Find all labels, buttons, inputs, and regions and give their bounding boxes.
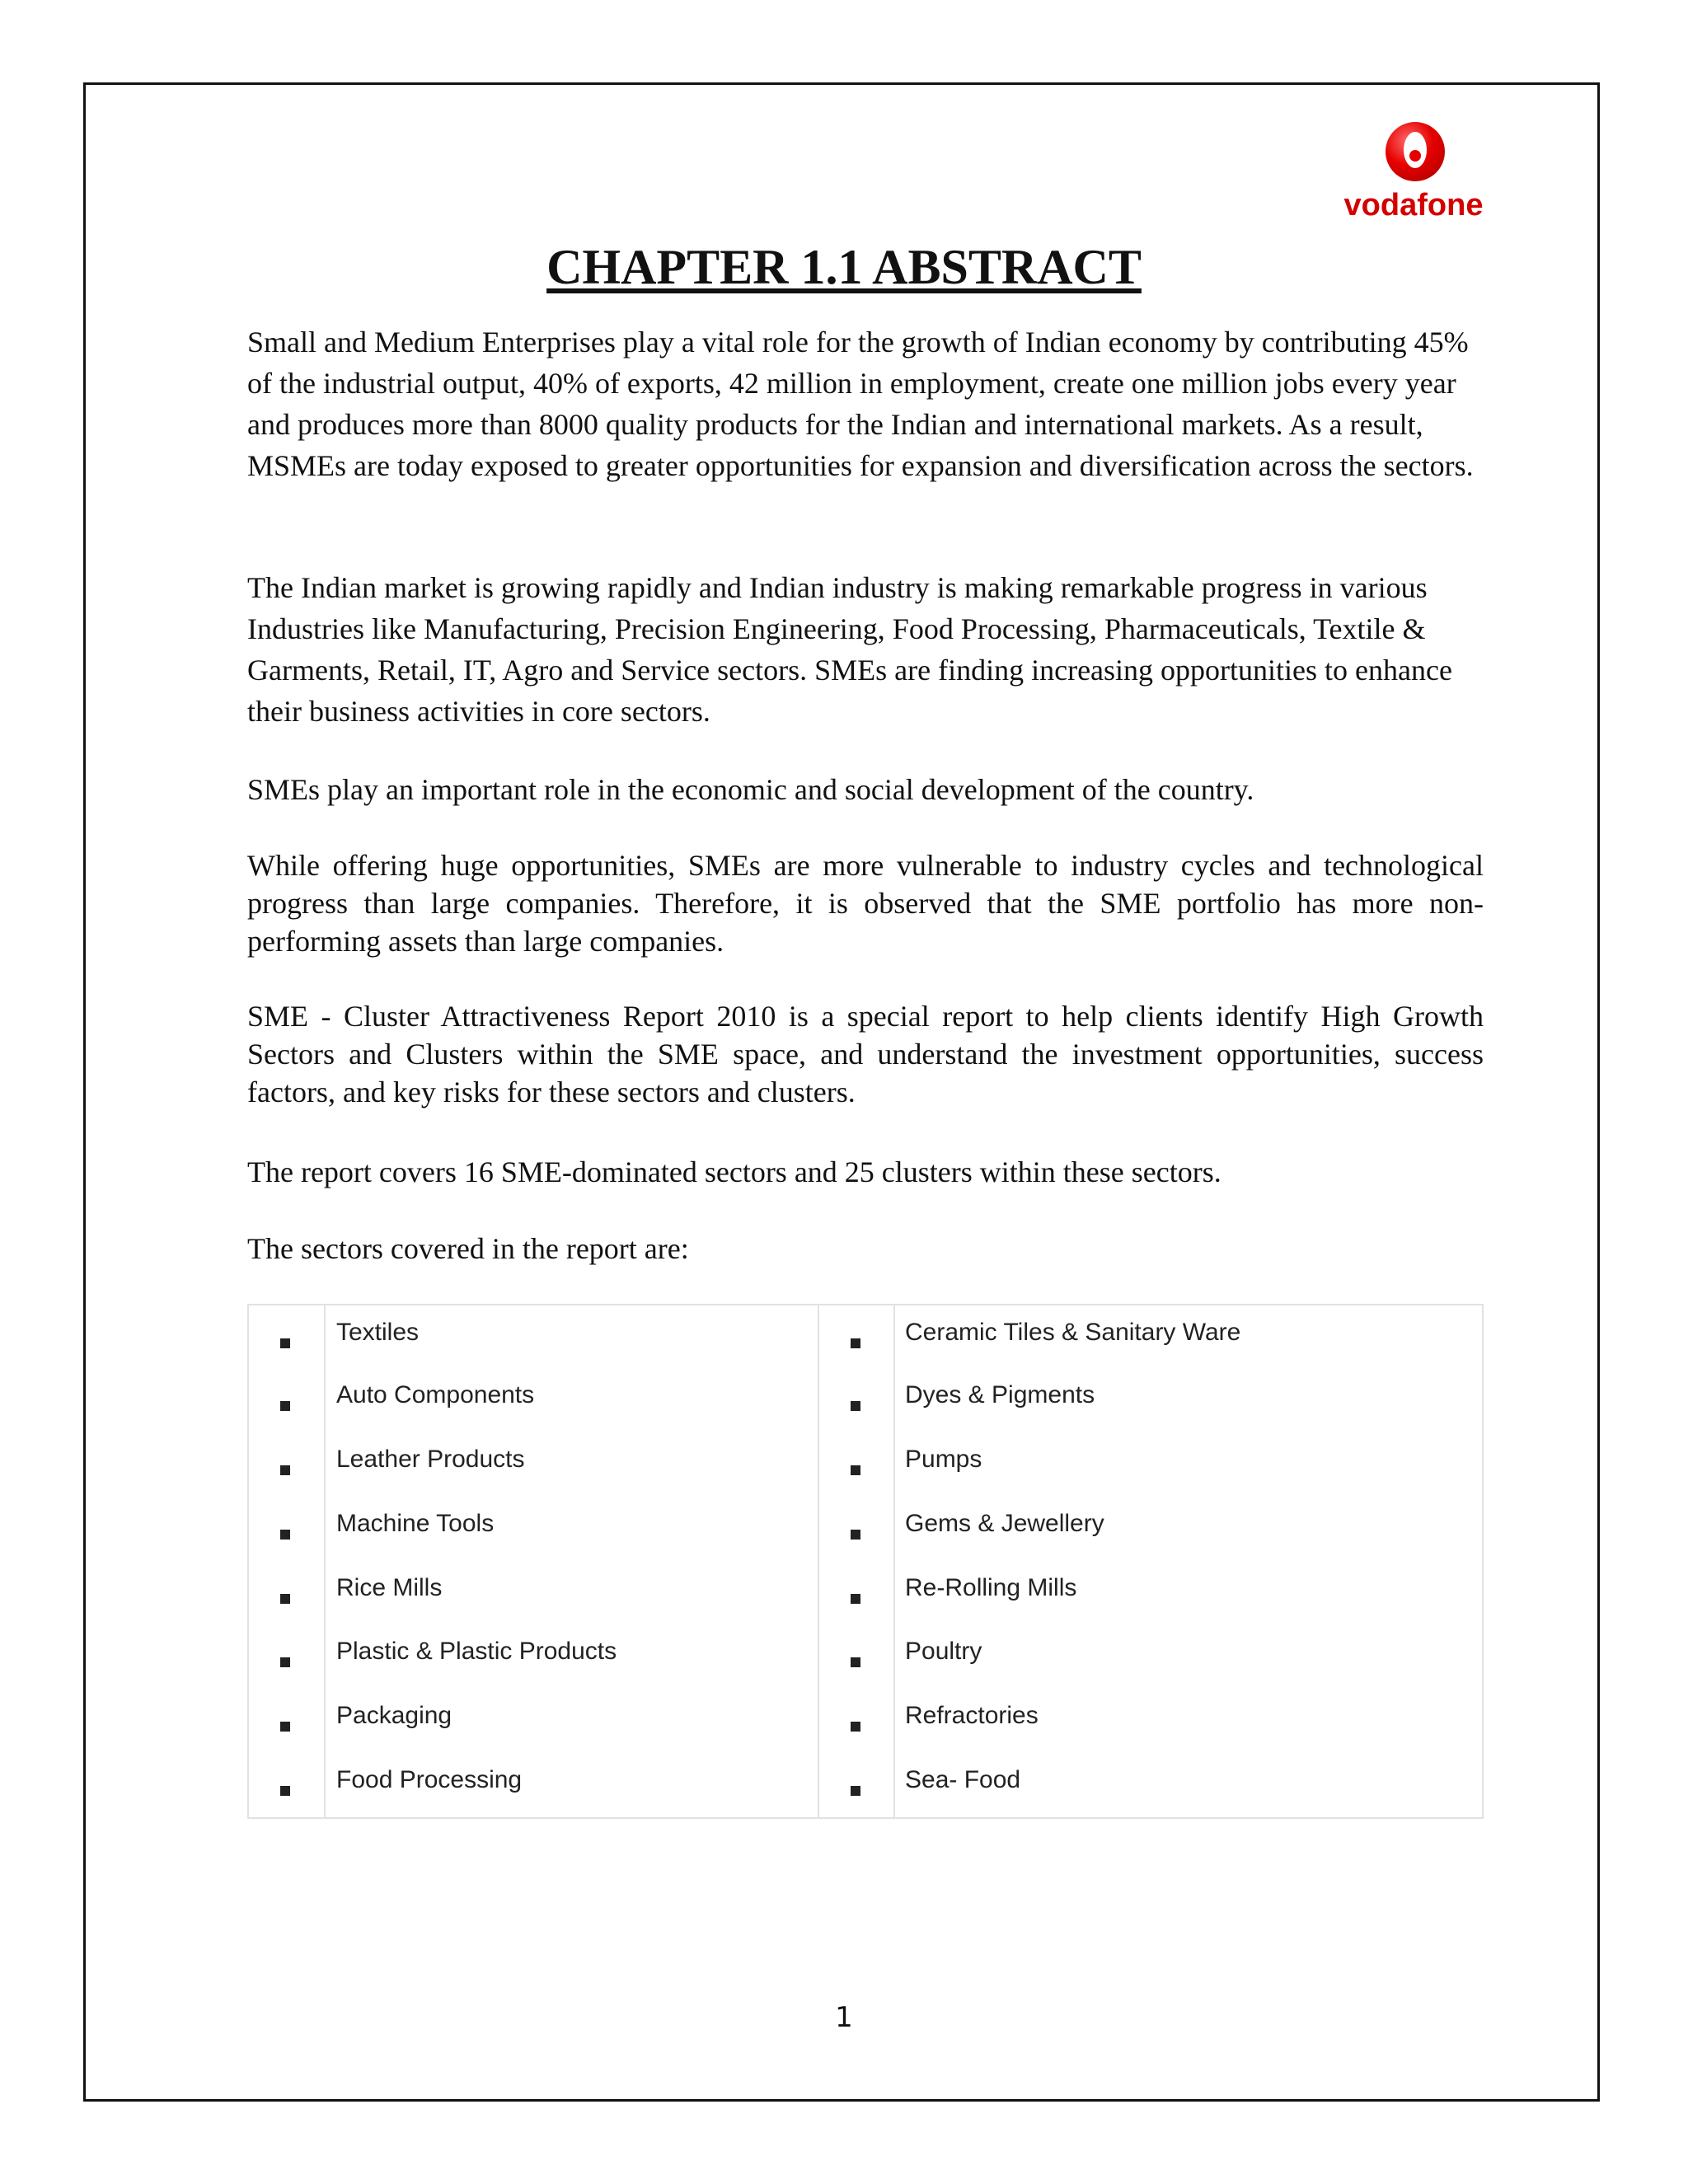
square-bullet-icon	[851, 1657, 860, 1667]
square-bullet-icon	[851, 1401, 860, 1411]
paragraph-report: SME - Cluster Attractiveness Report 2010 is a special report to help clients identify High Growth Sectors and Clusters within the SME space, and understand the investment opportunities, success factors, and key risks for these sectors and clusters.	[247, 1000, 1484, 1108]
sector-item: Rice Mills	[336, 1574, 443, 1601]
sector-item: Poultry	[905, 1638, 982, 1665]
square-bullet-icon	[280, 1657, 290, 1667]
vodafone-logo	[1331, 115, 1496, 239]
paragraph-vulnerability: While offering huge opportunities, SMEs are more vulnerable to industry cycles and technological progress than large companies. Therefore, it is observed that the SME portfolio has more non-performing assets than large companies.	[247, 849, 1484, 958]
square-bullet-icon	[851, 1722, 860, 1732]
chapter-title: CHAPTER 1.1 ABSTRACT	[546, 240, 1142, 294]
square-bullet-icon	[280, 1722, 290, 1732]
sector-row	[249, 1444, 1482, 1493]
square-bullet-icon	[280, 1465, 290, 1475]
sector-item: Refractories	[905, 1702, 1039, 1729]
page-number: 1	[835, 2001, 853, 2034]
sector-item: Ceramic Tiles & Sanitary Ware	[905, 1319, 1241, 1346]
square-bullet-icon	[851, 1594, 860, 1604]
sector-row	[249, 1700, 1482, 1750]
square-bullet-icon	[280, 1594, 290, 1604]
square-bullet-icon	[851, 1530, 860, 1540]
square-bullet-icon	[280, 1786, 290, 1796]
sector-item: Machine Tools	[336, 1510, 495, 1537]
sector-item: Food Processing	[336, 1766, 523, 1793]
square-bullet-icon	[280, 1401, 290, 1411]
square-bullet-icon	[851, 1786, 860, 1796]
sector-row	[249, 1572, 1482, 1622]
logo-wordmark: vodafone	[1343, 188, 1484, 223]
paragraph-sectors-lead: The sectors covered in the report are:	[247, 1232, 689, 1265]
sector-item: Packaging	[336, 1702, 452, 1729]
square-bullet-icon	[280, 1530, 290, 1540]
paragraph-intro: Small and Medium Enterprises play a vital role for the growth of Indian economy by contributing 45% of the industrial output, 40% of exports, 42 million in employment, create one million jobs every year and produces more than 8000 quality products for the Indian and international markets. As a result, MSMEs are today exposed to greater opportunities for expansion and diversification across the sectors.	[247, 326, 1474, 482]
sector-item: Re-Rolling Mills	[905, 1574, 1077, 1601]
sector-item: Auto Components	[336, 1381, 535, 1408]
sector-item: Pumps	[905, 1446, 982, 1473]
vodafone-speechmark-icon	[1386, 122, 1445, 181]
paragraph-role: SMEs play an important role in the economic and social development of the country.	[247, 773, 1254, 806]
sector-item: Dyes & Pigments	[905, 1381, 1095, 1408]
sector-row	[249, 1380, 1482, 1429]
square-bullet-icon	[851, 1465, 860, 1475]
sector-row	[249, 1765, 1482, 1814]
square-bullet-icon	[280, 1338, 290, 1348]
sector-item: Sea- Food	[905, 1766, 1021, 1793]
sector-item: Plastic & Plastic Products	[336, 1638, 617, 1665]
sector-item: Textiles	[336, 1319, 420, 1346]
sectors-table	[247, 1304, 1484, 1819]
sector-row	[249, 1317, 1482, 1366]
paragraph-market: The Indian market is growing rapidly and Indian industry is making remarkable progress in various Industries like Manufacturing, Precision Engineering, Food Processing, Pharmaceuticals, Textile & Garments, Retail, IT, Agro and Service sectors. SMEs are finding increasing opportunities to enhance their business activities in core sectors.	[247, 571, 1452, 728]
sector-item: Gems & Jewellery	[905, 1510, 1104, 1537]
sector-row	[249, 1636, 1482, 1685]
sector-row	[249, 1508, 1482, 1558]
paragraph-coverage: The report covers 16 SME-dominated sectors and 25 clusters within these sectors.	[247, 1155, 1221, 1188]
square-bullet-icon	[851, 1338, 860, 1348]
sector-item: Leather Products	[336, 1446, 525, 1473]
